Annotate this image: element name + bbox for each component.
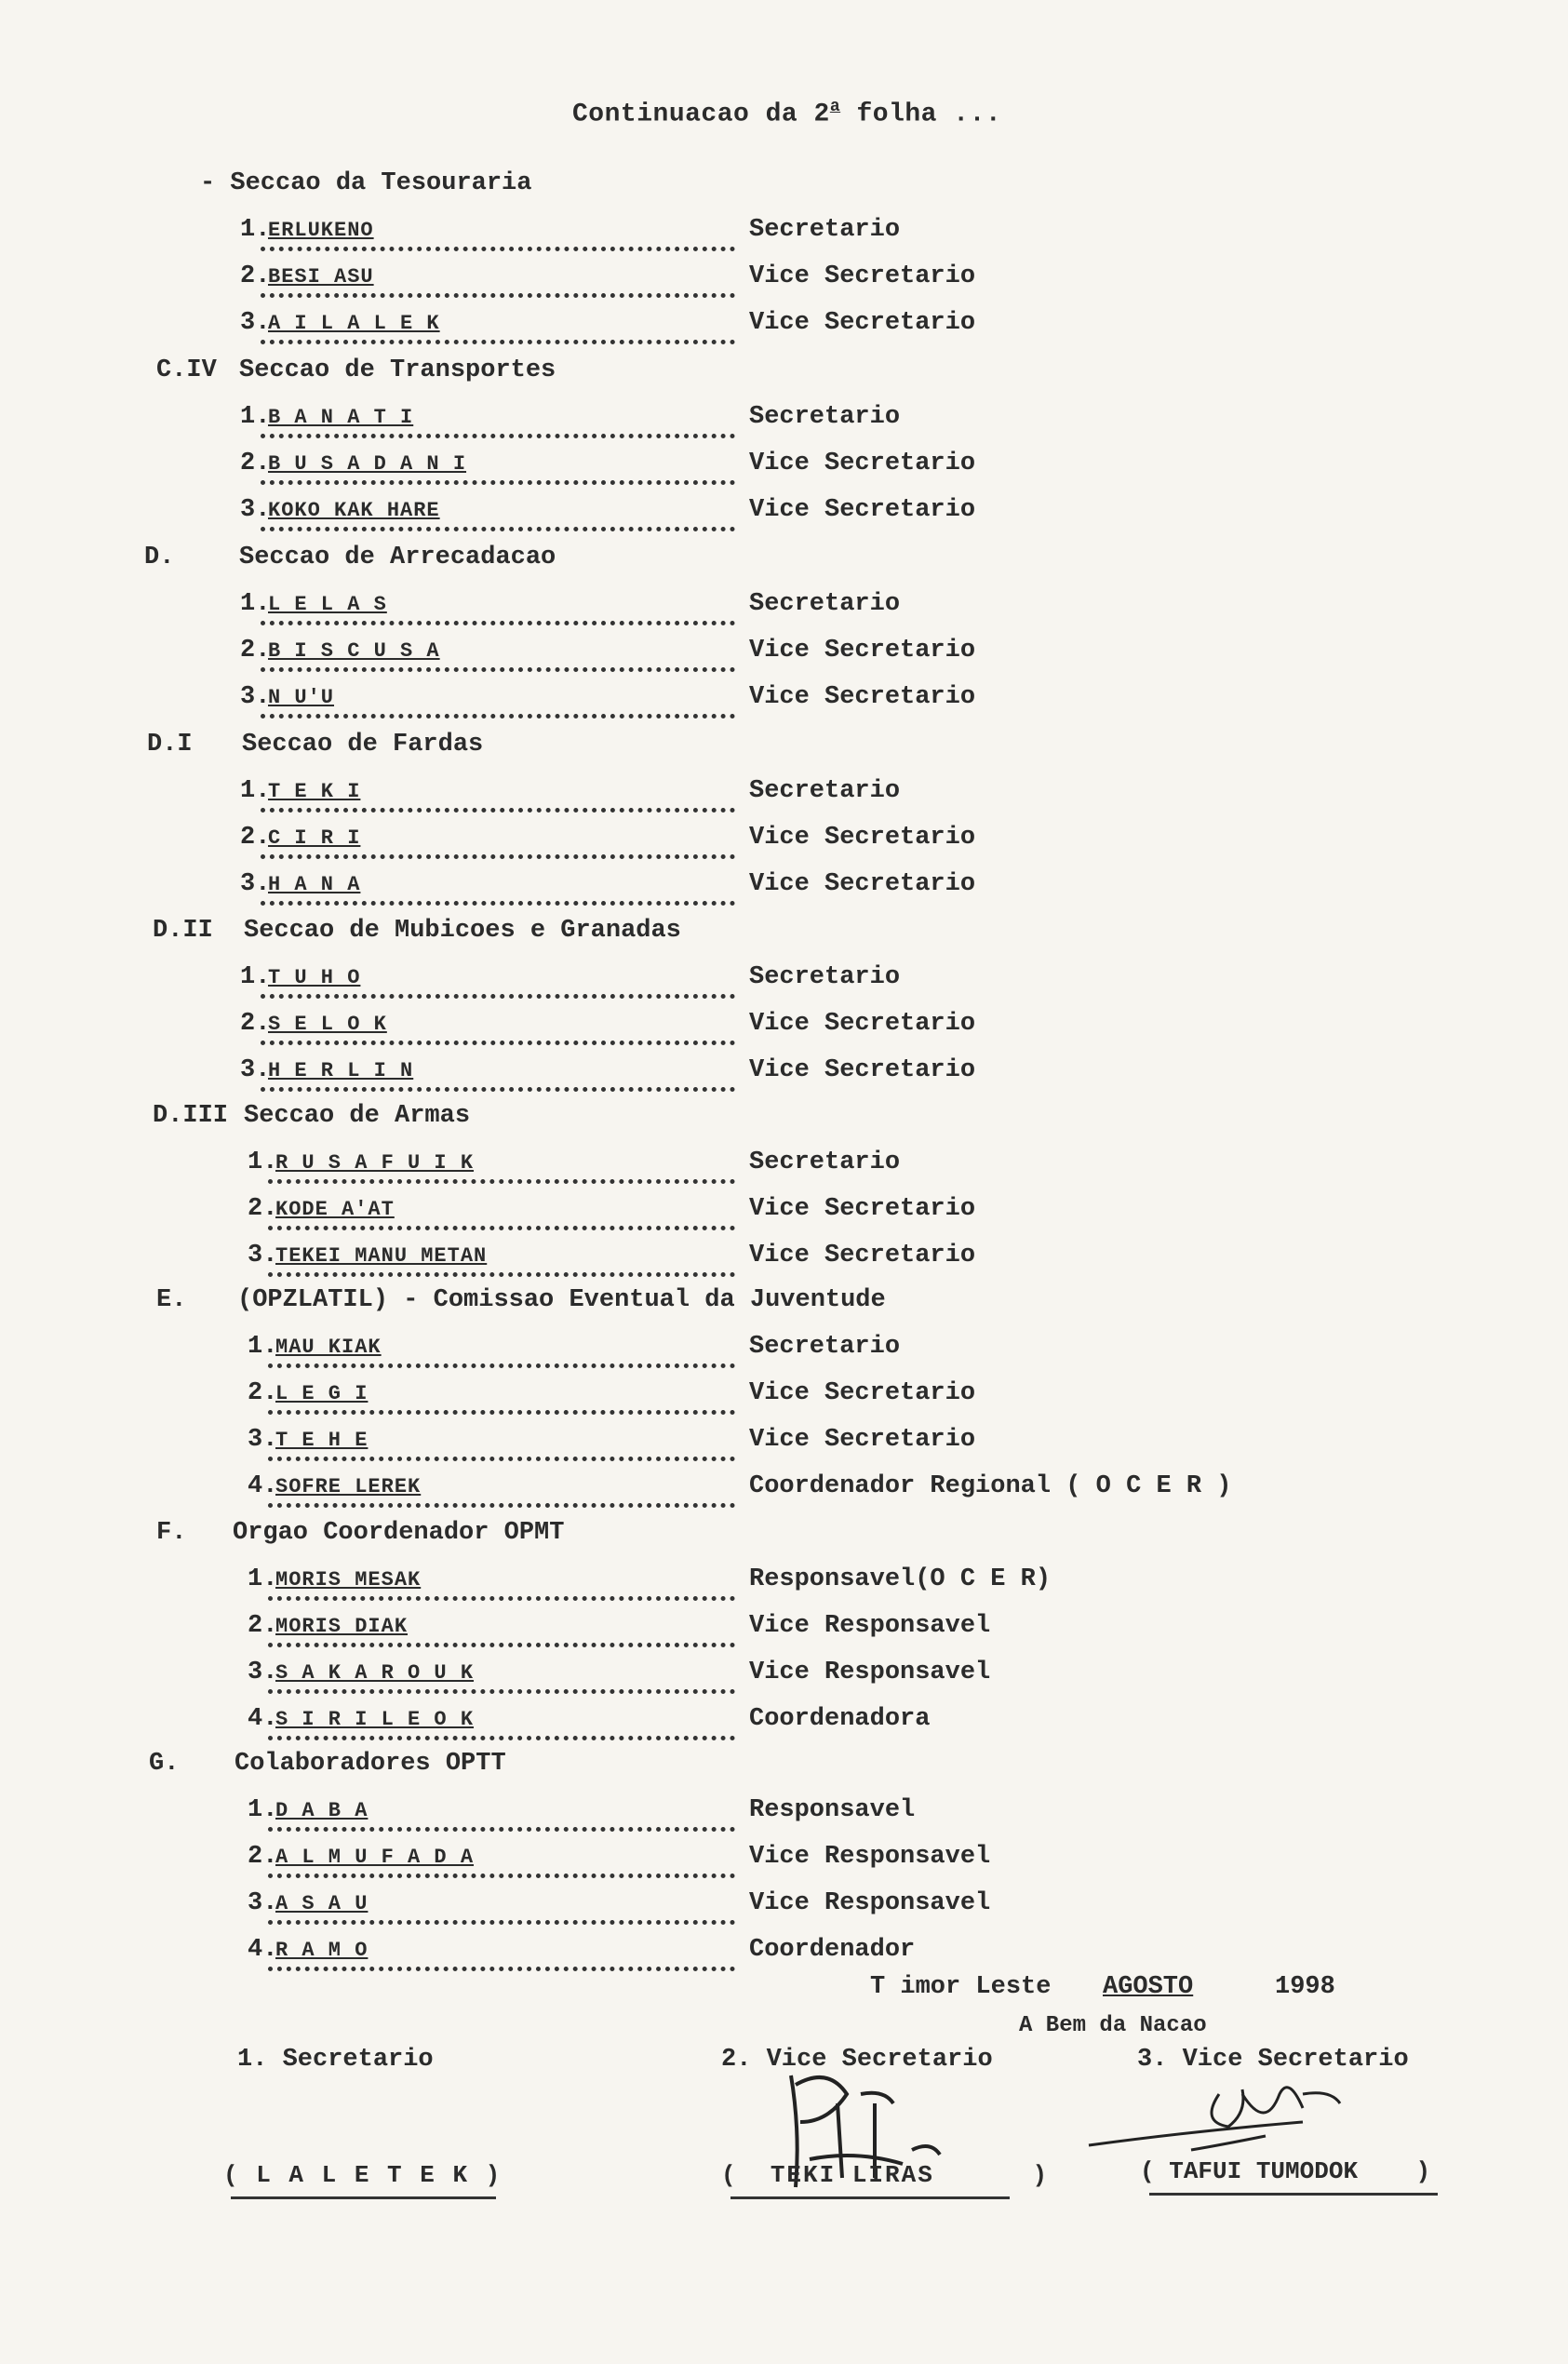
leader-dots bbox=[261, 662, 735, 672]
leader-dots bbox=[268, 1220, 735, 1230]
member-row bbox=[248, 1659, 1307, 1696]
member-role: Vice Secretario bbox=[749, 870, 976, 898]
member-name: KOKO KAK HARE bbox=[268, 499, 440, 522]
member-name: T U H O bbox=[268, 966, 361, 989]
section-title: Seccao de Mubicoes e Granadas bbox=[244, 917, 681, 945]
member-role: Secretario bbox=[749, 590, 901, 618]
section-title: Orgao Coordenador OPMT bbox=[233, 1519, 565, 1547]
member-row bbox=[248, 1426, 1307, 1463]
month: AGOSTO bbox=[1103, 1973, 1194, 2001]
section-title: (OPZLATIL) - Comissao Eventual da Juventude bbox=[237, 1286, 886, 1314]
member-role: Vice Secretario bbox=[749, 309, 976, 337]
member-row bbox=[248, 1333, 1307, 1370]
member-number: 2. bbox=[240, 637, 271, 665]
member-name: N U'U bbox=[268, 686, 335, 709]
member-name: MORIS DIAK bbox=[275, 1615, 409, 1638]
member-role: Coordenadora bbox=[749, 1705, 931, 1733]
member-row bbox=[240, 963, 1307, 1001]
member-role: Secretario bbox=[749, 777, 901, 805]
leader-dots bbox=[268, 1684, 735, 1694]
member-row bbox=[240, 1010, 1307, 1047]
leader-dots bbox=[268, 1267, 735, 1277]
leader-dots bbox=[268, 1961, 735, 1971]
member-number: 4. bbox=[248, 1936, 278, 1964]
member-name: L E L A S bbox=[268, 593, 387, 616]
section-code: D.II bbox=[153, 917, 213, 945]
member-row bbox=[248, 1796, 1307, 1833]
leader-dots bbox=[268, 1404, 735, 1415]
member-role: Vice Secretario bbox=[749, 262, 976, 290]
leader-dots bbox=[268, 1174, 735, 1184]
member-name: S E L O K bbox=[268, 1013, 387, 1036]
member-row bbox=[240, 637, 1307, 674]
member-name: B I S C U S A bbox=[268, 639, 440, 663]
member-row bbox=[248, 1705, 1307, 1742]
member-number: 3. bbox=[240, 870, 271, 898]
member-name: L E G I bbox=[275, 1382, 369, 1405]
member-role: Vice Secretario bbox=[749, 1379, 976, 1407]
signatory-2-title: 2. Vice Secretario bbox=[721, 2046, 993, 2074]
member-number: 3. bbox=[240, 496, 271, 524]
member-number: 2. bbox=[240, 450, 271, 477]
member-number: 3. bbox=[248, 1889, 278, 1917]
member-name: KODE A'AT bbox=[275, 1198, 395, 1221]
member-row bbox=[240, 403, 1307, 440]
member-role: Vice Secretario bbox=[749, 496, 976, 524]
leader-dots bbox=[261, 334, 735, 344]
member-role: Secretario bbox=[749, 1333, 901, 1361]
member-number: 3. bbox=[248, 1659, 278, 1686]
member-number: 1. bbox=[240, 590, 271, 618]
leader-dots bbox=[261, 1081, 735, 1092]
section-code: D. bbox=[144, 544, 175, 571]
member-row bbox=[248, 1565, 1307, 1603]
member-role: Vice Secretario bbox=[749, 450, 976, 477]
member-number: 1. bbox=[240, 777, 271, 805]
member-name: S I R I L E O K bbox=[275, 1708, 475, 1731]
member-row bbox=[248, 1148, 1307, 1186]
leader-dots bbox=[268, 1498, 735, 1508]
signatory-1-name: ( L A L E T E K ) bbox=[223, 2161, 503, 2189]
member-name: B A N A T I bbox=[268, 406, 414, 429]
member-number: 1. bbox=[240, 963, 271, 991]
member-row bbox=[248, 1242, 1307, 1279]
leader-dots bbox=[261, 849, 735, 859]
member-name: A L M U F A D A bbox=[275, 1846, 475, 1869]
member-role: Vice Responsavel bbox=[749, 1889, 991, 1917]
leader-dots bbox=[268, 1451, 735, 1461]
section-code: D.III bbox=[153, 1102, 229, 1130]
leader-dots bbox=[261, 988, 735, 999]
member-name: A I L A L E K bbox=[268, 312, 440, 335]
section-title: Seccao de Arrecadacao bbox=[239, 544, 556, 571]
signatory-3-title: 3. Vice Secretario bbox=[1137, 2046, 1409, 2074]
member-role: Vice Secretario bbox=[749, 1195, 976, 1223]
member-name: T E K I bbox=[268, 780, 361, 803]
member-role: Responsavel bbox=[749, 1796, 916, 1824]
leader-dots bbox=[261, 615, 735, 625]
section-title: - Seccao da Tesouraria bbox=[200, 169, 532, 197]
page-header: Continuacao da 2$^a$ folha ... bbox=[572, 98, 1002, 129]
leader-dots bbox=[261, 1035, 735, 1045]
leader-dots bbox=[268, 1821, 735, 1832]
member-role: Secretario bbox=[749, 963, 901, 991]
motto: A Bem da Nacao bbox=[1019, 2013, 1207, 2038]
leader-dots bbox=[261, 428, 735, 438]
member-number: 2. bbox=[248, 1195, 278, 1223]
member-number: 1. bbox=[248, 1796, 278, 1824]
section-code: E. bbox=[156, 1286, 187, 1314]
place: T imor Leste bbox=[870, 1973, 1052, 2001]
member-number: 2. bbox=[240, 262, 271, 290]
leader-dots bbox=[268, 1637, 735, 1647]
member-name: R A M O bbox=[275, 1939, 369, 1962]
member-number: 2. bbox=[240, 824, 271, 852]
section-code: F. bbox=[156, 1519, 187, 1547]
member-number: 1. bbox=[248, 1333, 278, 1361]
member-row bbox=[248, 1936, 1307, 1973]
member-name: S A K A R O U K bbox=[275, 1661, 475, 1685]
leader-dots bbox=[261, 288, 735, 298]
member-role: Vice Responsavel bbox=[749, 1843, 991, 1871]
member-row bbox=[240, 216, 1307, 253]
member-number: 1. bbox=[240, 403, 271, 431]
member-role: Secretario bbox=[749, 216, 901, 244]
member-number: 3. bbox=[248, 1426, 278, 1454]
member-role: Responsavel(O C E R) bbox=[749, 1565, 1052, 1593]
member-number: 1. bbox=[240, 216, 271, 244]
member-number: 2. bbox=[240, 1010, 271, 1038]
member-role: Coordenador Regional ( O C E R ) bbox=[749, 1472, 1232, 1500]
member-row bbox=[240, 262, 1307, 300]
signature-line-3 bbox=[1149, 2193, 1438, 2196]
member-row bbox=[240, 870, 1307, 907]
section-title: Seccao de Transportes bbox=[239, 356, 556, 384]
section-code: G. bbox=[149, 1750, 180, 1778]
section-title: Seccao de Armas bbox=[244, 1102, 471, 1130]
member-row bbox=[240, 496, 1307, 533]
member-role: Vice Secretario bbox=[749, 1242, 976, 1269]
member-row bbox=[248, 1612, 1307, 1649]
leader-dots bbox=[261, 521, 735, 531]
leader-dots bbox=[261, 708, 735, 719]
signature-line-2 bbox=[730, 2196, 1010, 2199]
member-name: MORIS MESAK bbox=[275, 1568, 422, 1592]
member-row bbox=[240, 590, 1307, 627]
member-number: 3. bbox=[240, 309, 271, 337]
leader-dots bbox=[268, 1591, 735, 1601]
member-role: Vice Secretario bbox=[749, 1056, 976, 1084]
member-number: 2. bbox=[248, 1843, 278, 1871]
member-name: A S A U bbox=[275, 1892, 369, 1915]
member-row bbox=[240, 450, 1307, 487]
member-number: 3. bbox=[248, 1242, 278, 1269]
member-number: 4. bbox=[248, 1705, 278, 1733]
member-name: D A B A bbox=[275, 1799, 369, 1822]
member-row bbox=[248, 1843, 1307, 1880]
member-row bbox=[240, 824, 1307, 861]
member-name: TEKEI MANU METAN bbox=[275, 1244, 488, 1268]
member-role: Coordenador bbox=[749, 1936, 916, 1964]
section-code: D.I bbox=[147, 731, 193, 759]
member-row bbox=[248, 1472, 1307, 1510]
leader-dots bbox=[268, 1868, 735, 1878]
member-name: H E R L I N bbox=[268, 1059, 414, 1082]
leader-dots bbox=[261, 895, 735, 906]
member-number: 2. bbox=[248, 1612, 278, 1640]
member-role: Vice Secretario bbox=[749, 824, 976, 852]
member-name: H A N A bbox=[268, 873, 361, 896]
signatory-3-name: ( TAFUI TUMODOK ) bbox=[1140, 2157, 1431, 2185]
member-name: MAU KIAK bbox=[275, 1336, 382, 1359]
member-role: Vice Secretario bbox=[749, 1426, 976, 1454]
section-title: Colaboradores OPTT bbox=[235, 1750, 506, 1778]
member-role: Vice Responsavel bbox=[749, 1659, 991, 1686]
leader-dots bbox=[268, 1730, 735, 1740]
member-name: B U S A D A N I bbox=[268, 452, 467, 476]
member-number: 3. bbox=[240, 683, 271, 711]
signature-line-1 bbox=[231, 2196, 496, 2199]
member-row bbox=[240, 777, 1307, 814]
signatory-2-name: ( TEKI LIRAS ) bbox=[721, 2161, 1050, 2189]
member-number: 4. bbox=[248, 1472, 278, 1500]
member-role: Vice Responsavel bbox=[749, 1612, 991, 1640]
member-row bbox=[248, 1889, 1307, 1927]
member-row bbox=[240, 683, 1307, 720]
section-code: C.IV bbox=[156, 356, 217, 384]
member-name: T E H E bbox=[275, 1429, 369, 1452]
member-row bbox=[248, 1195, 1307, 1232]
member-name: ERLUKENO bbox=[268, 219, 374, 242]
member-role: Vice Secretario bbox=[749, 637, 976, 665]
member-role: Secretario bbox=[749, 403, 901, 431]
member-number: 1. bbox=[248, 1148, 278, 1176]
leader-dots bbox=[261, 475, 735, 485]
member-name: SOFRE LEREK bbox=[275, 1475, 422, 1498]
member-role: Secretario bbox=[749, 1148, 901, 1176]
member-name: BESI ASU bbox=[268, 265, 374, 289]
leader-dots bbox=[268, 1914, 735, 1925]
leader-dots bbox=[261, 802, 735, 813]
member-row bbox=[248, 1379, 1307, 1417]
year: 1998 bbox=[1275, 1973, 1335, 2001]
member-number: 2. bbox=[248, 1379, 278, 1407]
member-role: Vice Secretario bbox=[749, 683, 976, 711]
section-title: Seccao de Fardas bbox=[242, 731, 484, 759]
member-row bbox=[240, 309, 1307, 346]
member-row bbox=[240, 1056, 1307, 1094]
member-number: 1. bbox=[248, 1565, 278, 1593]
signatory-1-title: 1. Secretario bbox=[237, 2046, 434, 2074]
member-name: R U S A F U I K bbox=[275, 1151, 475, 1175]
member-role: Vice Secretario bbox=[749, 1010, 976, 1038]
member-name: C I R I bbox=[268, 826, 361, 850]
member-number: 3. bbox=[240, 1056, 271, 1084]
leader-dots bbox=[268, 1358, 735, 1368]
leader-dots bbox=[261, 241, 735, 251]
